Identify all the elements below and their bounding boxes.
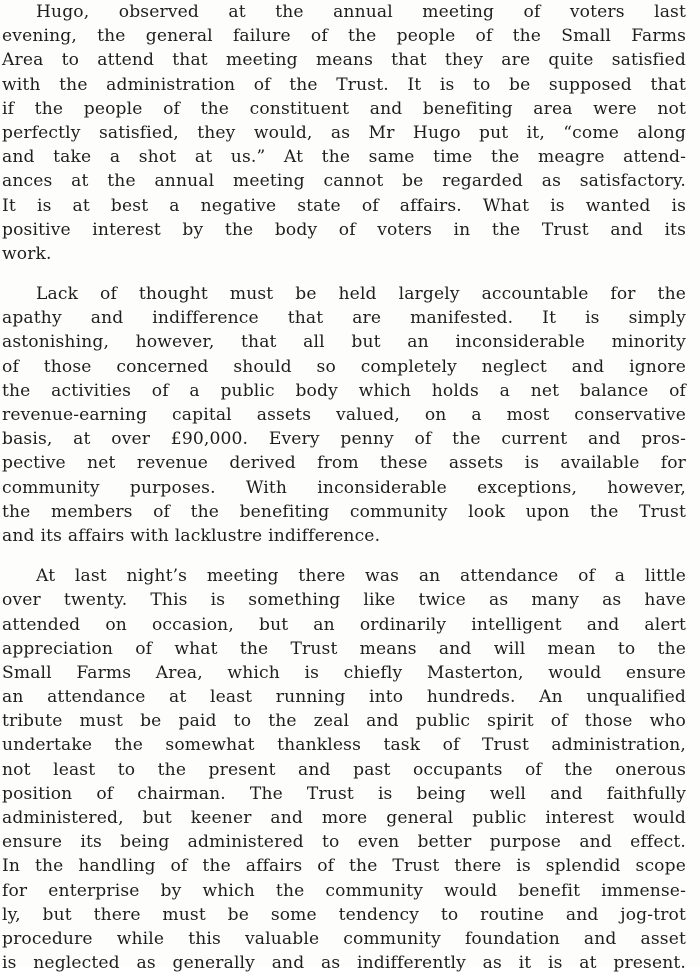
text-line: of those concerned should so completely neglect and ignore: [2, 356, 686, 377]
text-line: appreciation of what the Trust means and will mean to the: [2, 638, 686, 659]
text-line: positive interest by the body of voters in the Trust and its: [2, 219, 686, 240]
text-line: with the administration of the Trust. It is to be supposed that: [2, 74, 686, 95]
text-line: and take a shot at us.” At the same time the meagre attend-: [2, 147, 686, 168]
text-line: Lack of thought must be held largely accountable for the: [36, 284, 686, 305]
text-line: the activities of a public body which holds a net balance of: [2, 380, 686, 401]
text-line: revenue-earning capital assets valued, on a most conservative: [2, 405, 686, 425]
text-line: over twenty. This is something like twice as many as have: [2, 590, 686, 611]
text-line: basis, at over £90,000. Every penny of the current and pros-: [2, 429, 686, 450]
text-line: work.: [2, 243, 52, 264]
paragraph-1: [2, 0, 686, 266]
text-line: attended on occasion, but an ordinarily intelligent and alert: [2, 614, 686, 635]
paragraph-3: [2, 564, 686, 975]
text-line: ances at the annual meeting cannot be regarded as satisfactory.: [2, 171, 686, 192]
text-line: Hugo, observed at the annual meeting of voters last: [36, 2, 686, 22]
text-line: ensure its being administered to even better purpose and effect.: [2, 832, 686, 853]
text-line: an attendance at least running into hundreds. An unqualified: [2, 687, 686, 708]
text-line: position of chairman. The Trust is being well and faithfully: [2, 783, 686, 804]
text-line: the members of the benefiting community look upon the Trust: [2, 501, 686, 522]
paragraph-gap: [2, 266, 686, 282]
text-line: community purposes. With inconsiderable exceptions, however,: [2, 477, 686, 498]
paragraph-2: [2, 282, 686, 548]
text-line: administered, but keener and more general public interest would: [2, 808, 686, 828]
text-line: apathy and indifference that are manifested. It is simply: [2, 308, 686, 329]
text-line: Area to attend that meeting means that they are quite satisfied: [2, 50, 686, 71]
text-line: for enterprise by which the community would benefit immense-: [2, 880, 686, 901]
paragraph-gap: [2, 548, 686, 564]
text-line: At last night’s meeting there was an attendance of a little: [36, 566, 686, 587]
text-line: is neglected as generally and as indifferently as it is at present.: [2, 953, 686, 974]
text-line: procedure while this valuable community foundation and asset: [2, 928, 686, 949]
text-line: astonishing, however, that all but an inconsiderable minority: [2, 332, 686, 353]
text-line: evening, the general failure of the people of the Small Farms: [2, 26, 686, 47]
text-line: not least to the present and past occupants of the onerous: [2, 759, 686, 780]
text-line: tribute must be paid to the zeal and public spirit of those who: [2, 711, 686, 732]
text-line: Small Farms Area, which is chiefly Masterton, would ensure: [2, 662, 686, 683]
text-line: undertake the somewhat thankless task of Trust administration,: [2, 735, 686, 756]
text-line: In the handling of the affairs of the Trust there is splendid scope: [2, 856, 686, 877]
text-line: perfectly satisfied, they would, as Mr Hugo put it, “come along: [2, 122, 686, 143]
text-line: ly, but there must be some tendency to routine and jog-trot: [2, 904, 686, 925]
text-line: and its affairs with lacklustre indifference.: [2, 525, 381, 546]
text-line: It is at best a negative state of affairs. What is wanted is: [2, 195, 686, 216]
text-line: pective net revenue derived from these assets is available for: [2, 453, 686, 474]
text-line: if the people of the constituent and benefiting area were not: [2, 98, 686, 119]
